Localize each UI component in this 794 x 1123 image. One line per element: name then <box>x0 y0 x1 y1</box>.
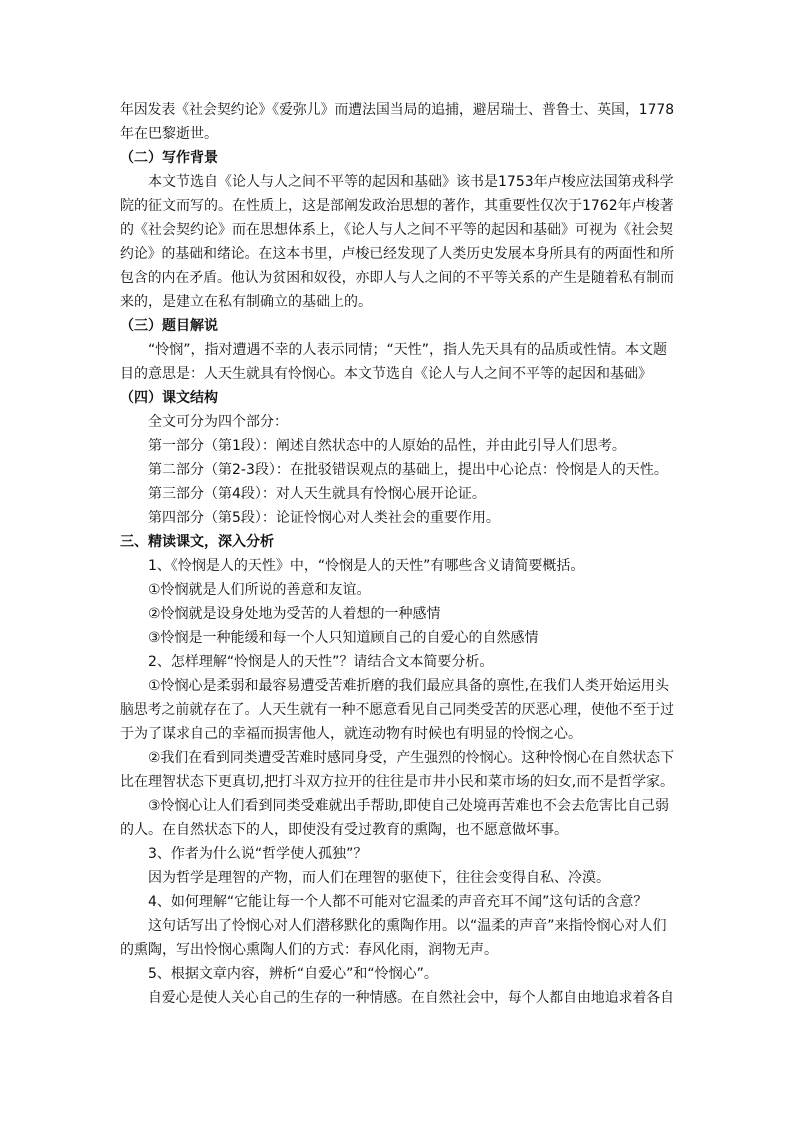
text-line: 约论》的基础和绪论。在这本书里，卢梭已经发现了人类历史发展本身所具有的两面性和所 <box>120 246 675 262</box>
answer-line: 因为哲学是理智的产物，而人们在理智的驱使下，往往会变得自私、冷漠。 <box>148 870 610 886</box>
section-heading: （二）写作背景 <box>120 150 218 166</box>
text-line: “怜悯”，指对遭遇不幸的人表示同情；“天性”，指人先天具有的品质或性情。本文题 <box>148 342 668 358</box>
question-line: 4、如何理解“它能让每一个人都不可能对它温柔的声音充耳不闻”这句话的含意？ <box>148 894 648 910</box>
text-line: 本文节选自《论人与人之间不平等的起因和基础》该书是1753年卢梭应法国第戎科学 <box>148 174 674 190</box>
section-heading: 三、精读课文，深入分析 <box>120 534 274 550</box>
section-heading: （三）题目解说 <box>120 318 218 334</box>
answer-line: 于为了谋求自己的幸福而损害他人，就连动物有时候也有明显的怜悯之心。 <box>120 726 582 742</box>
answer-line: ①怜悯心是柔弱和最容易遭受苦难折磨的我们最应具备的禀性,在我们人类开始运用头 <box>148 678 669 694</box>
text-line: 年在巴黎逝世。 <box>120 126 218 142</box>
answer-line: 这句话写出了怜悯心对人们潜移默化的熏陶作用。以“温柔的声音”来指怜悯心对人们 <box>148 918 667 934</box>
text-line: 目的意思是：人天生就具有怜悯心。本文节选自《论人与人之间不平等的起因和基础》 <box>120 366 652 382</box>
question-line: 5、根据文章内容，辨析“自爱心”和“怜悯心”。 <box>148 966 438 982</box>
answer-line: 自爱心是使人关心自己的生存的一种情感。在自然社会中，每个人都自由地追求着各自 <box>148 990 674 1006</box>
question-line: 1、《怜悯是人的天性》中，“怜悯是人的天性”有哪些含义请简要概括。 <box>148 558 585 574</box>
section-heading: （四）课文结构 <box>120 390 218 406</box>
answer-line: ①怜悯就是人们所说的善意和友谊。 <box>148 582 371 598</box>
text-line: 的《社会契约论》而在思想体系上，《论人与人之间不平等的起因和基础》可视为《社会契 <box>120 222 673 238</box>
text-line: 包含的内在矛盾。他认为贫困和奴役，亦即人与人之间的不平等关系的产生是随着私有制而 <box>120 270 675 286</box>
text-line: 年因发表《社会契约论》《爱弥儿》而遭法国当局的追捕，避居瑞士、普鲁士、英国，1778 <box>120 102 675 118</box>
question-line: 3、作者为什么说“哲学使人孤独”？ <box>148 846 368 862</box>
answer-line: 比在理智状态下更真切,把打斗双方拉开的往往是市井小民和菜市场的妇女,而不是哲学家。 <box>120 774 675 790</box>
text-line: 第一部分（第1段）：阐述自然状态中的人原始的品性，并由此引导人们思考。 <box>148 438 626 454</box>
text-line: 全文可分为四个部分： <box>148 414 288 430</box>
answer-line: 脑思考之前就存在了。人天生就有一种不愿意看见自己同类受苦的厌恶心理，使他不至于过 <box>120 702 675 718</box>
answer-line: ②怜悯就是设身处地为受苦的人着想的一种感情 <box>148 606 441 622</box>
answer-line: 的熏陶，写出怜悯心熏陶人们的方式：春风化雨，润物无声。 <box>120 942 498 958</box>
answer-line: 的人。在自然状态下的人，即使没有受过教育的熏陶，也不愿意做坏事。 <box>120 822 568 838</box>
text-line: 第二部分（第2-3段）：在批驳错误观点的基础上，提出中心论点：怜悯是人的天性。 <box>148 462 668 478</box>
text-line: 第四部分（第5段）：论证怜悯心对人类社会的重要作用。 <box>148 510 500 526</box>
text-line: 院的征文而写的。在性质上，这是部阐发政治思想的著作，其重要性仅次于1762年卢梭著 <box>120 198 674 214</box>
answer-line: ③怜悯心让人们看到同类受难就出手帮助,即使自己处境再苦难也不会去危害比自己弱 <box>148 798 669 814</box>
answer-line: ③怜悯是一种能缓和每一个人只知道顾自己的自爱心的自然感情 <box>148 630 539 646</box>
answer-line: ②我们在看到同类遭受苦难时感同身受，产生强烈的怜悯心。这种怜悯心在自然状态下 <box>148 750 674 766</box>
question-line: 2、怎样理解“怜悯是人的天性”？请结合文本简要分析。 <box>148 654 494 670</box>
text-line: 来的，是建立在私有制确立的基础上的。 <box>120 294 372 310</box>
text-line: 第三部分（第4段）：对人天生就具有怜悯心展开论证。 <box>148 486 486 502</box>
